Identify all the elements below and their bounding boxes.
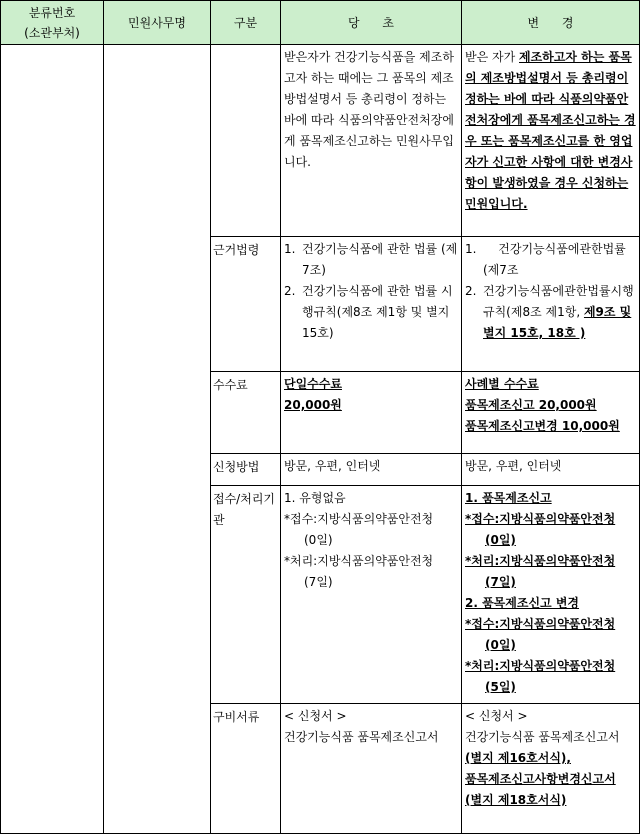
agency-after-h1-recv-days: (0일) (485, 533, 516, 547)
legal-after-item-1-num: 1. (465, 242, 477, 256)
agency-after-h1-recv: *접수:지방식품의약품안전청 (465, 512, 616, 526)
header-after: 변 경 (462, 1, 640, 45)
agency-after-h2: 2. 품목제조신고 변경 (465, 596, 580, 610)
definition-after (462, 45, 640, 237)
header-before: 당 초 (281, 1, 462, 45)
method-before: 방문, 우편, 인터넷 (281, 454, 462, 486)
legal-after-item-1-text: 건강기능식품에관한법률 (제7조 (483, 242, 630, 277)
service-name-cell (104, 45, 211, 834)
category-agency: 접수/처리기관 (211, 486, 281, 704)
header-classification-line1: 분류번호 (28, 5, 76, 20)
legal-after-item-1 (465, 239, 636, 281)
header-service-name: 민원사무명 (104, 1, 211, 45)
documents-after-line-5: (별지 제18호서식) (465, 793, 567, 807)
documents-after-line-4: 품목제조신고사항변경신고서 (465, 772, 616, 786)
legal-before-item-1 (284, 239, 458, 281)
category-method: 신청방법 (211, 454, 281, 486)
fee-after-line-3: 품목제조신고변경 10,000원 (465, 419, 620, 433)
agency-after-h1: 1. 품목제조신고 (465, 491, 552, 505)
fee-after-line-2: 품목제조신고 20,000원 (465, 398, 597, 412)
agency-after-h2-proc-days: (5일) (485, 680, 516, 694)
fee-after (462, 372, 640, 454)
legal-after-item-2-num: 2. (465, 284, 477, 298)
agency-after (462, 486, 640, 704)
documents-before-line-2: 건강기능식품 품목제조신고서 (284, 730, 439, 744)
header-category: 구분 (211, 1, 281, 45)
category-legal-basis: 근거법령 (211, 237, 281, 372)
agency-before-proc-days: (7일) (304, 575, 333, 589)
agency-after-h2-recv-days: (0일) (485, 638, 516, 652)
agency-after-h1-proc-days: (7일) (485, 575, 516, 589)
agency-before-proc: *처리:지방식품의약품안전청 (284, 554, 434, 568)
definition-after-bold: 제조하고자 하는 품목의 제조방법설명서 등 총리령이 정하는 바에 따라 식품의약품안전처장에게 품목제조신고하는 경우 또는 품목제조신고를 한 영업자가 신고한 사항에 대한 변경사항이 발생하였을 경우 신청하는 민원입니다. (465, 50, 636, 211)
documents-after-line-2: 건강기능식품 품목제조신고서 (465, 730, 620, 744)
category-fee: 수수료 (211, 372, 281, 454)
fee-before-line-1: 단일수수료 (284, 377, 342, 391)
agency-before-recv-days: (0일) (304, 533, 333, 547)
fee-before-line-2: 20,000원 (284, 398, 342, 412)
agency-after-h2-proc: *처리:지방식품의약품안전청 (465, 659, 616, 673)
agency-after-h1-proc: *처리:지방식품의약품안전청 (465, 554, 616, 568)
legal-before-item-2 (284, 281, 458, 344)
legal-before-item-2-text: 건강기능식품에 관한 법률 시행규칙(제8조 제1항 및 별지 15호) (302, 284, 453, 340)
documents-before-line-1: < 신청서 > (284, 709, 347, 723)
header-classification (1, 1, 104, 45)
fee-after-line-1: 사례별 수수료 (465, 377, 539, 391)
header-row (1, 1, 640, 45)
classification-cell (1, 45, 104, 834)
method-after: 방문, 우편, 인터넷 (462, 454, 640, 486)
legal-after-item-2-bold: 제9조 및 별지 15호, 18호 ) (483, 305, 632, 340)
row-definition (1, 45, 640, 237)
legal-after-item-2 (465, 281, 636, 344)
header-classification-line2: (소관부처) (24, 25, 80, 40)
definition-after-plain: 받은 자가 (465, 50, 519, 64)
agency-before-head: 1. 유형없음 (284, 491, 346, 505)
agency-before (281, 486, 462, 704)
documents-after-line-3: (별지 제16호서식), (465, 751, 571, 765)
legal-before-item-2-num: 2. (284, 284, 296, 298)
documents-before (281, 704, 462, 834)
definition-before-text: 받은자가 건강기능식품을 제조하고자 하는 때에는 그 품목의 제조방법설명서 등 총리령이 정하는 바에 따라 식품의약품안전처장에게 품목제조신고하는 민원사무입니다. (284, 50, 454, 169)
legal-after (462, 237, 640, 372)
agency-before-recv: *접수:지방식품의약품안전청 (284, 512, 434, 526)
documents-after-line-1: < 신청서 > (465, 709, 528, 723)
definition-before (281, 45, 462, 237)
documents-after (462, 704, 640, 834)
agency-after-h2-recv: *접수:지방식품의약품안전청 (465, 617, 616, 631)
legal-before-item-1-text: 건강기능식품에 관한 법률 (제7조) (302, 242, 458, 277)
legal-after-item-2-plain: 건강기능식품에관한법률시행규칙(제8조 제1항, (483, 284, 634, 319)
fee-before (281, 372, 462, 454)
legal-before (281, 237, 462, 372)
category-documents: 구비서류 (211, 704, 281, 834)
legal-before-item-1-num: 1. (284, 242, 296, 256)
category-definition (211, 45, 281, 237)
